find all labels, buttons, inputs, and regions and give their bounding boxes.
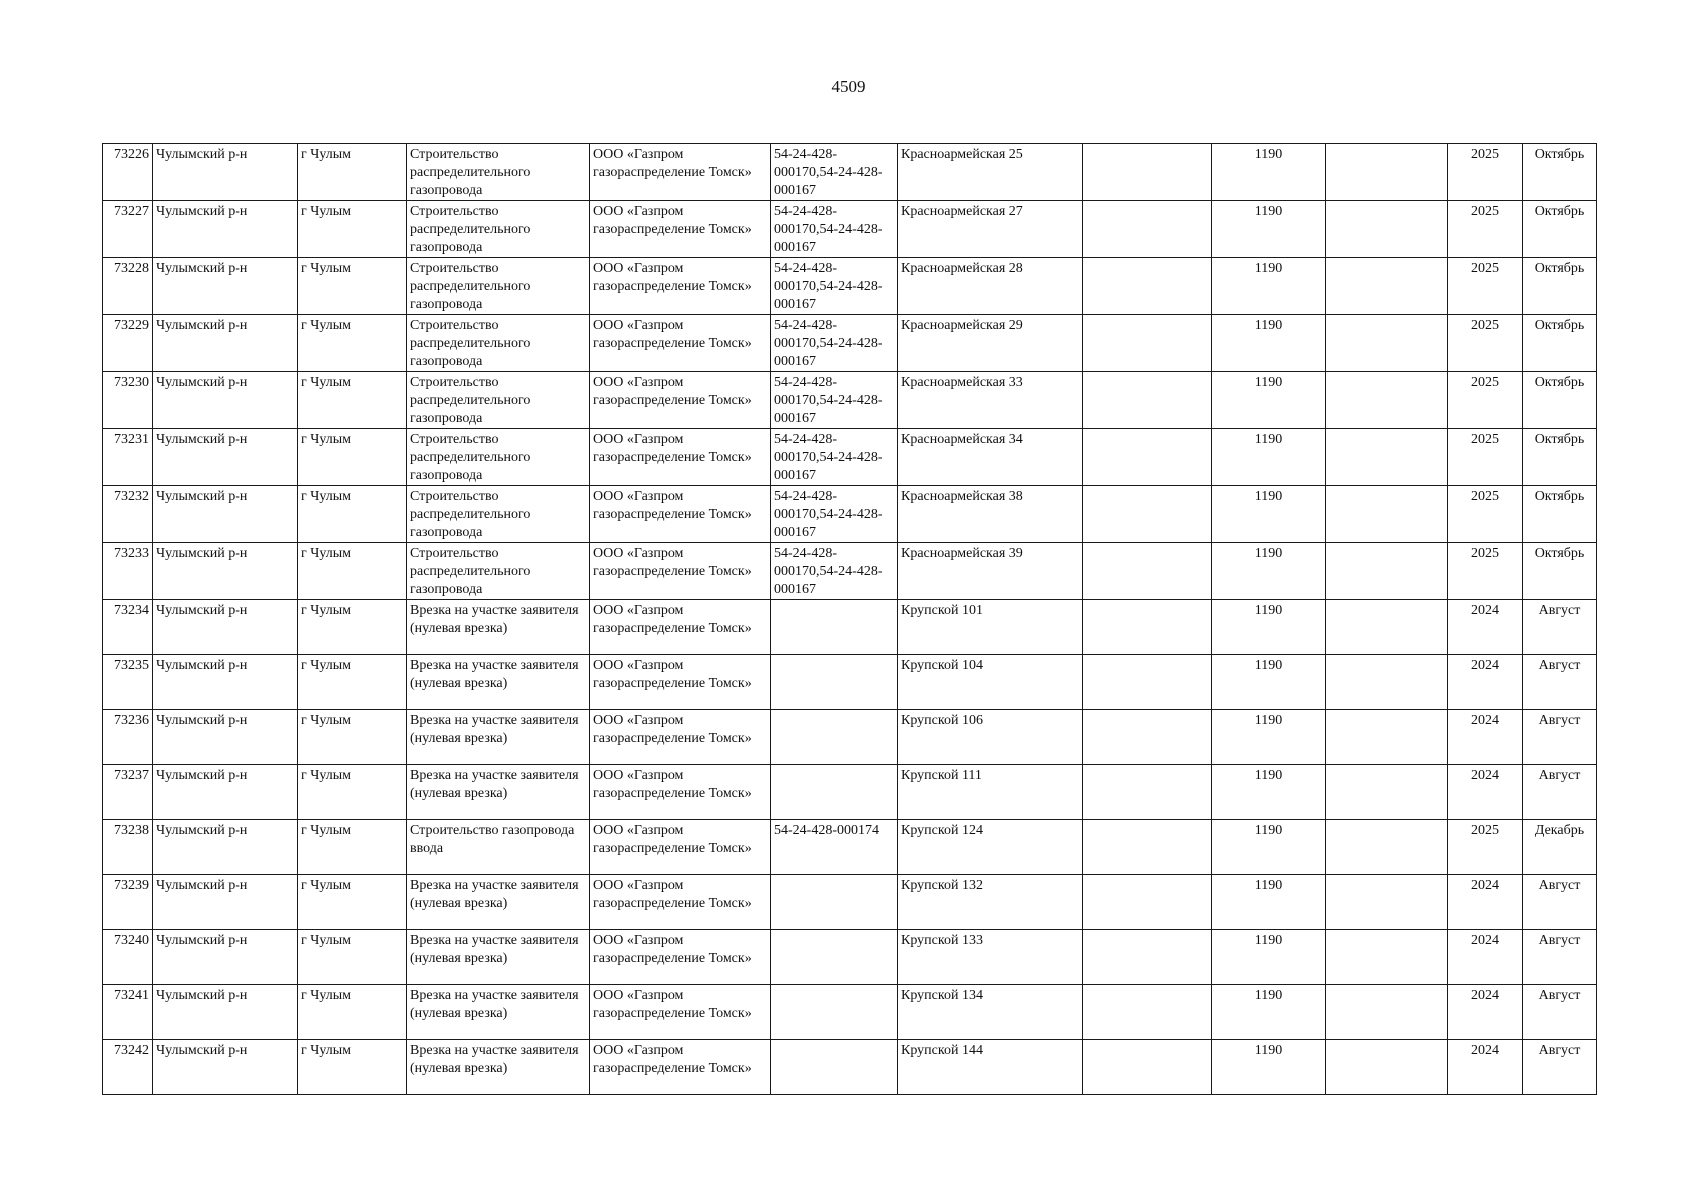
address-cell: Красноармейская 25 xyxy=(898,144,1083,201)
address-cell: Крупской 111 xyxy=(898,765,1083,820)
empty-cell xyxy=(1326,600,1448,655)
address-cell: Красноармейская 29 xyxy=(898,315,1083,372)
value-cell: 1190 xyxy=(1212,201,1326,258)
year-cell: 2024 xyxy=(1448,710,1523,765)
empty-cell xyxy=(1326,1040,1448,1095)
address-cell: Красноармейская 27 xyxy=(898,201,1083,258)
cadastral-number-cell xyxy=(771,930,898,985)
cadastral-number-cell: 54-24-428-000174 xyxy=(771,820,898,875)
month-cell: Октябрь xyxy=(1523,201,1597,258)
work-type-cell: Строительство распределительного газопровода xyxy=(407,144,590,201)
month-cell: Август xyxy=(1523,1040,1597,1095)
empty-cell xyxy=(1083,258,1212,315)
register-table xyxy=(102,143,1597,1095)
year-cell: 2025 xyxy=(1448,372,1523,429)
organization-cell: ООО «Газпром газораспределение Томск» xyxy=(590,144,771,201)
locality-cell: г Чулым xyxy=(298,429,407,486)
organization-cell: ООО «Газпром газораспределение Томск» xyxy=(590,820,771,875)
empty-cell xyxy=(1083,710,1212,765)
month-cell: Октябрь xyxy=(1523,315,1597,372)
cadastral-number-cell xyxy=(771,985,898,1040)
year-cell: 2024 xyxy=(1448,875,1523,930)
empty-cell xyxy=(1083,875,1212,930)
empty-cell xyxy=(1326,875,1448,930)
cadastral-number-cell xyxy=(771,1040,898,1095)
year-cell: 2025 xyxy=(1448,820,1523,875)
empty-cell xyxy=(1083,600,1212,655)
organization-cell: ООО «Газпром газораспределение Томск» xyxy=(590,985,771,1040)
work-type-cell: Врезка на участке заявителя (нулевая врезка) xyxy=(407,710,590,765)
locality-cell: г Чулым xyxy=(298,201,407,258)
value-cell: 1190 xyxy=(1212,985,1326,1040)
organization-cell: ООО «Газпром газораспределение Томск» xyxy=(590,1040,771,1095)
district-cell: Чулымский р-н xyxy=(153,486,298,543)
organization-cell: ООО «Газпром газораспределение Томск» xyxy=(590,315,771,372)
year-cell: 2025 xyxy=(1448,201,1523,258)
empty-cell xyxy=(1326,930,1448,985)
locality-cell: г Чулым xyxy=(298,1040,407,1095)
address-cell: Красноармейская 28 xyxy=(898,258,1083,315)
address-cell: Крупской 101 xyxy=(898,600,1083,655)
work-type-cell: Врезка на участке заявителя (нулевая врезка) xyxy=(407,985,590,1040)
address-cell: Красноармейская 33 xyxy=(898,372,1083,429)
table-row xyxy=(103,930,1597,985)
work-type-cell: Строительство распределительного газопровода xyxy=(407,543,590,600)
value-cell: 1190 xyxy=(1212,315,1326,372)
month-cell: Октябрь xyxy=(1523,486,1597,543)
month-cell: Август xyxy=(1523,710,1597,765)
row-number: 73236 xyxy=(103,710,153,765)
table-row xyxy=(103,543,1597,600)
value-cell: 1190 xyxy=(1212,372,1326,429)
cadastral-number-cell xyxy=(771,765,898,820)
value-cell: 1190 xyxy=(1212,600,1326,655)
cadastral-number-cell xyxy=(771,875,898,930)
organization-cell: ООО «Газпром газораспределение Томск» xyxy=(590,930,771,985)
table-row xyxy=(103,820,1597,875)
locality-cell: г Чулым xyxy=(298,875,407,930)
table-row xyxy=(103,985,1597,1040)
row-number: 73235 xyxy=(103,655,153,710)
empty-cell xyxy=(1083,429,1212,486)
address-cell: Красноармейская 38 xyxy=(898,486,1083,543)
cadastral-number-cell: 54-24-428-000170,54-24-428-000167 xyxy=(771,144,898,201)
value-cell: 1190 xyxy=(1212,1040,1326,1095)
table-row xyxy=(103,1040,1597,1095)
locality-cell: г Чулым xyxy=(298,144,407,201)
work-type-cell: Врезка на участке заявителя (нулевая врезка) xyxy=(407,875,590,930)
empty-cell xyxy=(1083,765,1212,820)
year-cell: 2024 xyxy=(1448,1040,1523,1095)
year-cell: 2024 xyxy=(1448,600,1523,655)
table-row xyxy=(103,600,1597,655)
locality-cell: г Чулым xyxy=(298,543,407,600)
row-number: 73234 xyxy=(103,600,153,655)
value-cell: 1190 xyxy=(1212,875,1326,930)
year-cell: 2024 xyxy=(1448,985,1523,1040)
locality-cell: г Чулым xyxy=(298,258,407,315)
organization-cell: ООО «Газпром газораспределение Томск» xyxy=(590,543,771,600)
table-row xyxy=(103,710,1597,765)
row-number: 73240 xyxy=(103,930,153,985)
cadastral-number-cell xyxy=(771,600,898,655)
table-row xyxy=(103,486,1597,543)
value-cell: 1190 xyxy=(1212,144,1326,201)
row-number: 73242 xyxy=(103,1040,153,1095)
row-number: 73231 xyxy=(103,429,153,486)
month-cell: Декабрь xyxy=(1523,820,1597,875)
value-cell: 1190 xyxy=(1212,765,1326,820)
month-cell: Август xyxy=(1523,985,1597,1040)
district-cell: Чулымский р-н xyxy=(153,710,298,765)
work-type-cell: Врезка на участке заявителя (нулевая врезка) xyxy=(407,1040,590,1095)
empty-cell xyxy=(1326,258,1448,315)
year-cell: 2025 xyxy=(1448,429,1523,486)
row-number: 73230 xyxy=(103,372,153,429)
empty-cell xyxy=(1326,201,1448,258)
month-cell: Октябрь xyxy=(1523,258,1597,315)
organization-cell: ООО «Газпром газораспределение Томск» xyxy=(590,600,771,655)
district-cell: Чулымский р-н xyxy=(153,985,298,1040)
locality-cell: г Чулым xyxy=(298,985,407,1040)
district-cell: Чулымский р-н xyxy=(153,429,298,486)
empty-cell xyxy=(1083,372,1212,429)
table-row xyxy=(103,258,1597,315)
empty-cell xyxy=(1326,655,1448,710)
table-row xyxy=(103,765,1597,820)
empty-cell xyxy=(1326,315,1448,372)
month-cell: Октябрь xyxy=(1523,543,1597,600)
empty-cell xyxy=(1326,985,1448,1040)
address-cell: Красноармейская 34 xyxy=(898,429,1083,486)
district-cell: Чулымский р-н xyxy=(153,930,298,985)
table-row xyxy=(103,144,1597,201)
organization-cell: ООО «Газпром газораспределение Томск» xyxy=(590,710,771,765)
locality-cell: г Чулым xyxy=(298,710,407,765)
table-row xyxy=(103,201,1597,258)
locality-cell: г Чулым xyxy=(298,600,407,655)
row-number: 73239 xyxy=(103,875,153,930)
empty-cell xyxy=(1326,372,1448,429)
cadastral-number-cell: 54-24-428-000170,54-24-428-000167 xyxy=(771,315,898,372)
month-cell: Август xyxy=(1523,655,1597,710)
empty-cell xyxy=(1083,315,1212,372)
year-cell: 2025 xyxy=(1448,486,1523,543)
row-number: 73229 xyxy=(103,315,153,372)
district-cell: Чулымский р-н xyxy=(153,600,298,655)
address-cell: Крупской 104 xyxy=(898,655,1083,710)
row-number: 73241 xyxy=(103,985,153,1040)
table-row xyxy=(103,372,1597,429)
empty-cell xyxy=(1083,930,1212,985)
value-cell: 1190 xyxy=(1212,655,1326,710)
row-number: 73237 xyxy=(103,765,153,820)
empty-cell xyxy=(1083,543,1212,600)
work-type-cell: Строительство распределительного газопровода xyxy=(407,258,590,315)
locality-cell: г Чулым xyxy=(298,655,407,710)
month-cell: Август xyxy=(1523,875,1597,930)
cadastral-number-cell xyxy=(771,655,898,710)
row-number: 73233 xyxy=(103,543,153,600)
row-number: 73228 xyxy=(103,258,153,315)
empty-cell xyxy=(1326,765,1448,820)
table-row xyxy=(103,429,1597,486)
value-cell: 1190 xyxy=(1212,820,1326,875)
district-cell: Чулымский р-н xyxy=(153,315,298,372)
register-rows xyxy=(103,144,1597,1095)
organization-cell: ООО «Газпром газораспределение Томск» xyxy=(590,486,771,543)
year-cell: 2025 xyxy=(1448,258,1523,315)
work-type-cell: Строительство распределительного газопровода xyxy=(407,429,590,486)
value-cell: 1190 xyxy=(1212,429,1326,486)
year-cell: 2025 xyxy=(1448,315,1523,372)
year-cell: 2025 xyxy=(1448,543,1523,600)
empty-cell xyxy=(1326,710,1448,765)
empty-cell xyxy=(1083,985,1212,1040)
empty-cell xyxy=(1326,486,1448,543)
month-cell: Октябрь xyxy=(1523,429,1597,486)
locality-cell: г Чулым xyxy=(298,372,407,429)
organization-cell: ООО «Газпром газораспределение Томск» xyxy=(590,201,771,258)
address-cell: Крупской 134 xyxy=(898,985,1083,1040)
row-number: 73227 xyxy=(103,201,153,258)
empty-cell xyxy=(1083,655,1212,710)
locality-cell: г Чулым xyxy=(298,486,407,543)
year-cell: 2025 xyxy=(1448,144,1523,201)
value-cell: 1190 xyxy=(1212,258,1326,315)
table-row xyxy=(103,655,1597,710)
month-cell: Август xyxy=(1523,600,1597,655)
district-cell: Чулымский р-н xyxy=(153,1040,298,1095)
empty-cell xyxy=(1326,429,1448,486)
table-row xyxy=(103,875,1597,930)
district-cell: Чулымский р-н xyxy=(153,372,298,429)
value-cell: 1190 xyxy=(1212,930,1326,985)
cadastral-number-cell xyxy=(771,710,898,765)
work-type-cell: Строительство распределительного газопровода xyxy=(407,201,590,258)
organization-cell: ООО «Газпром газораспределение Томск» xyxy=(590,258,771,315)
empty-cell xyxy=(1083,144,1212,201)
organization-cell: ООО «Газпром газораспределение Томск» xyxy=(590,372,771,429)
organization-cell: ООО «Газпром газораспределение Томск» xyxy=(590,655,771,710)
district-cell: Чулымский р-н xyxy=(153,820,298,875)
locality-cell: г Чулым xyxy=(298,930,407,985)
district-cell: Чулымский р-н xyxy=(153,258,298,315)
month-cell: Октябрь xyxy=(1523,372,1597,429)
work-type-cell: Строительство распределительного газопровода xyxy=(407,315,590,372)
work-type-cell: Строительство распределительного газопровода xyxy=(407,372,590,429)
empty-cell xyxy=(1083,201,1212,258)
table-row xyxy=(103,315,1597,372)
empty-cell xyxy=(1326,543,1448,600)
district-cell: Чулымский р-н xyxy=(153,655,298,710)
empty-cell xyxy=(1083,820,1212,875)
year-cell: 2024 xyxy=(1448,765,1523,820)
empty-cell xyxy=(1326,820,1448,875)
year-cell: 2024 xyxy=(1448,930,1523,985)
value-cell: 1190 xyxy=(1212,710,1326,765)
value-cell: 1190 xyxy=(1212,486,1326,543)
district-cell: Чулымский р-н xyxy=(153,543,298,600)
address-cell: Крупской 106 xyxy=(898,710,1083,765)
cadastral-number-cell: 54-24-428-000170,54-24-428-000167 xyxy=(771,201,898,258)
month-cell: Октябрь xyxy=(1523,144,1597,201)
value-cell: 1190 xyxy=(1212,543,1326,600)
row-number: 73226 xyxy=(103,144,153,201)
locality-cell: г Чулым xyxy=(298,765,407,820)
work-type-cell: Врезка на участке заявителя (нулевая врезка) xyxy=(407,765,590,820)
organization-cell: ООО «Газпром газораспределение Томск» xyxy=(590,429,771,486)
locality-cell: г Чулым xyxy=(298,820,407,875)
row-number: 73232 xyxy=(103,486,153,543)
locality-cell: г Чулым xyxy=(298,315,407,372)
organization-cell: ООО «Газпром газораспределение Томск» xyxy=(590,765,771,820)
cadastral-number-cell: 54-24-428-000170,54-24-428-000167 xyxy=(771,372,898,429)
address-cell: Крупской 124 xyxy=(898,820,1083,875)
address-cell: Красноармейская 39 xyxy=(898,543,1083,600)
cadastral-number-cell: 54-24-428-000170,54-24-428-000167 xyxy=(771,486,898,543)
district-cell: Чулымский р-н xyxy=(153,875,298,930)
district-cell: Чулымский р-н xyxy=(153,144,298,201)
address-cell: Крупской 132 xyxy=(898,875,1083,930)
address-cell: Крупской 133 xyxy=(898,930,1083,985)
district-cell: Чулымский р-н xyxy=(153,765,298,820)
empty-cell xyxy=(1083,486,1212,543)
district-cell: Чулымский р-н xyxy=(153,201,298,258)
year-cell: 2024 xyxy=(1448,655,1523,710)
work-type-cell: Врезка на участке заявителя (нулевая врезка) xyxy=(407,600,590,655)
empty-cell xyxy=(1083,1040,1212,1095)
cadastral-number-cell: 54-24-428-000170,54-24-428-000167 xyxy=(771,543,898,600)
work-type-cell: Врезка на участке заявителя (нулевая врезка) xyxy=(407,655,590,710)
month-cell: Август xyxy=(1523,930,1597,985)
cadastral-number-cell: 54-24-428-000170,54-24-428-000167 xyxy=(771,429,898,486)
empty-cell xyxy=(1326,144,1448,201)
page-number: 4509 xyxy=(831,77,866,96)
cadastral-number-cell: 54-24-428-000170,54-24-428-000167 xyxy=(771,258,898,315)
month-cell: Август xyxy=(1523,765,1597,820)
organization-cell: ООО «Газпром газораспределение Томск» xyxy=(590,875,771,930)
address-cell: Крупской 144 xyxy=(898,1040,1083,1095)
work-type-cell: Строительство газопровода ввода xyxy=(407,820,590,875)
work-type-cell: Строительство распределительного газопровода xyxy=(407,486,590,543)
work-type-cell: Врезка на участке заявителя (нулевая врезка) xyxy=(407,930,590,985)
row-number: 73238 xyxy=(103,820,153,875)
